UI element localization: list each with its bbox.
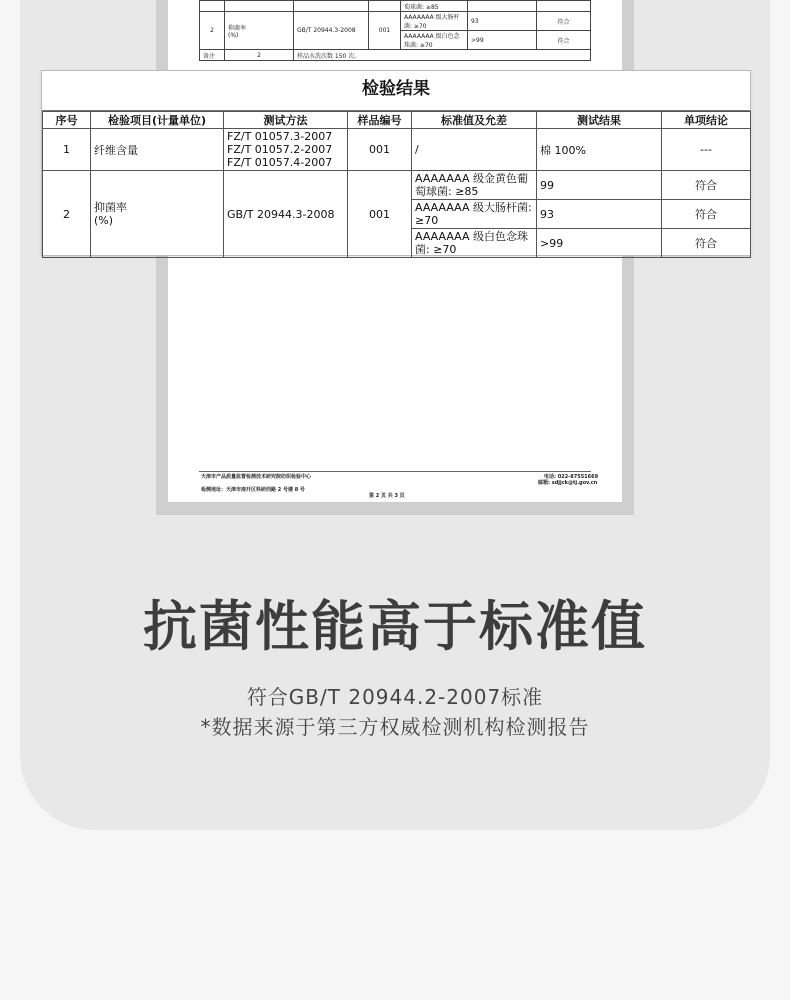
table-cell: --- bbox=[662, 129, 751, 171]
table-row bbox=[200, 12, 591, 31]
table-cell: 符合 bbox=[662, 171, 751, 200]
table-cell: 001 bbox=[369, 12, 401, 50]
note-number: 2 bbox=[225, 50, 294, 61]
table-row bbox=[43, 171, 751, 200]
table-cell: 萄球菌: ≥85 bbox=[401, 1, 468, 12]
table-cell: AAAAAAA 级白色念珠菌: ≥70 bbox=[412, 229, 537, 258]
method-line: FZ/T 01057.3-2007 bbox=[227, 130, 333, 143]
table-cell bbox=[91, 171, 224, 258]
item-line: 抑菌率 bbox=[94, 201, 127, 214]
footer-org: 天津市产品质量监督检测技术研究院纺织检验中心 bbox=[201, 474, 312, 480]
table-cell: 93 bbox=[468, 12, 537, 31]
method-line: FZ/T 01057.4-2007 bbox=[227, 156, 333, 169]
table-cell: 符合 bbox=[537, 31, 591, 50]
table-row bbox=[200, 1, 591, 12]
table-header-row bbox=[43, 112, 751, 129]
column-header: 检验项目(计量单位) bbox=[91, 112, 224, 129]
table-cell: >99 bbox=[537, 229, 662, 258]
table-cell: 2 bbox=[43, 171, 91, 258]
note-label: 备注 bbox=[200, 50, 225, 61]
table-cell: 001 bbox=[348, 171, 412, 258]
data-source-note: *数据来源于第三方权威检测机构检测报告 bbox=[200, 715, 590, 739]
column-header: 测试结果 bbox=[537, 112, 662, 129]
table-cell bbox=[224, 129, 348, 171]
table-cell: 001 bbox=[348, 129, 412, 171]
column-header: 单项结论 bbox=[662, 112, 751, 129]
result-table bbox=[42, 111, 751, 258]
table-cell: AAAAAAA 级金黄色葡萄球菌: ≥85 bbox=[412, 171, 537, 200]
column-header: 测试方法 bbox=[224, 112, 348, 129]
table-cell: >99 bbox=[468, 31, 537, 50]
table-cell: 纤维含量 bbox=[91, 129, 224, 171]
note-text: 样品水洗次数 150 次。 bbox=[294, 50, 591, 61]
standard-compliance-text: 符合GB/T 20944.2-2007标准 bbox=[246, 685, 544, 709]
table-cell: 棉 100% bbox=[537, 129, 662, 171]
footer-email: 邮箱: sdjjck@tj.gov.cn bbox=[538, 480, 598, 486]
table-cell: 符合 bbox=[662, 200, 751, 229]
page-number: 第 2 页 共 3 页 bbox=[369, 493, 405, 499]
table-cell: AAAAAAA 级白色念珠菌: ≥70 bbox=[401, 31, 468, 50]
page-heading: 抗菌性能高于标准值 bbox=[143, 595, 647, 658]
column-header: 样品编号 bbox=[348, 112, 412, 129]
background-report-table bbox=[199, 0, 591, 61]
result-table-title: 检验结果 bbox=[42, 71, 750, 111]
table-cell: 2 bbox=[200, 12, 225, 50]
table-cell: AAAAAAA 级大肠杆菌: ≥70 bbox=[401, 12, 468, 31]
table-row bbox=[200, 50, 591, 61]
table-row bbox=[43, 129, 751, 171]
column-header: 标准值及允差 bbox=[412, 112, 537, 129]
result-table-panel bbox=[41, 70, 751, 256]
table-cell: 符合 bbox=[537, 12, 591, 31]
footer-divider bbox=[199, 471, 591, 472]
table-cell: GB/T 20944.3-2008 bbox=[224, 171, 348, 258]
footer-phone: 电话: 022-87551669 bbox=[544, 474, 599, 480]
table-cell: 99 bbox=[537, 171, 662, 200]
table-cell: 1 bbox=[43, 129, 91, 171]
table-cell: AAAAAAA 级大肠杆菌: ≥70 bbox=[412, 200, 537, 229]
table-cell: 93 bbox=[537, 200, 662, 229]
column-header: 序号 bbox=[43, 112, 91, 129]
method-line: FZ/T 01057.2-2007 bbox=[227, 143, 333, 156]
table-cell: GB/T 20944.3-2008 bbox=[294, 12, 369, 50]
footer-address: 检测地址：天津市南开区科研西路 2 号楼 8 号 bbox=[201, 487, 305, 493]
table-cell: / bbox=[412, 129, 537, 171]
table-cell: 符合 bbox=[662, 229, 751, 258]
item-line: (%) bbox=[94, 214, 114, 227]
table-cell: 抑菌率 (%) bbox=[225, 12, 294, 50]
